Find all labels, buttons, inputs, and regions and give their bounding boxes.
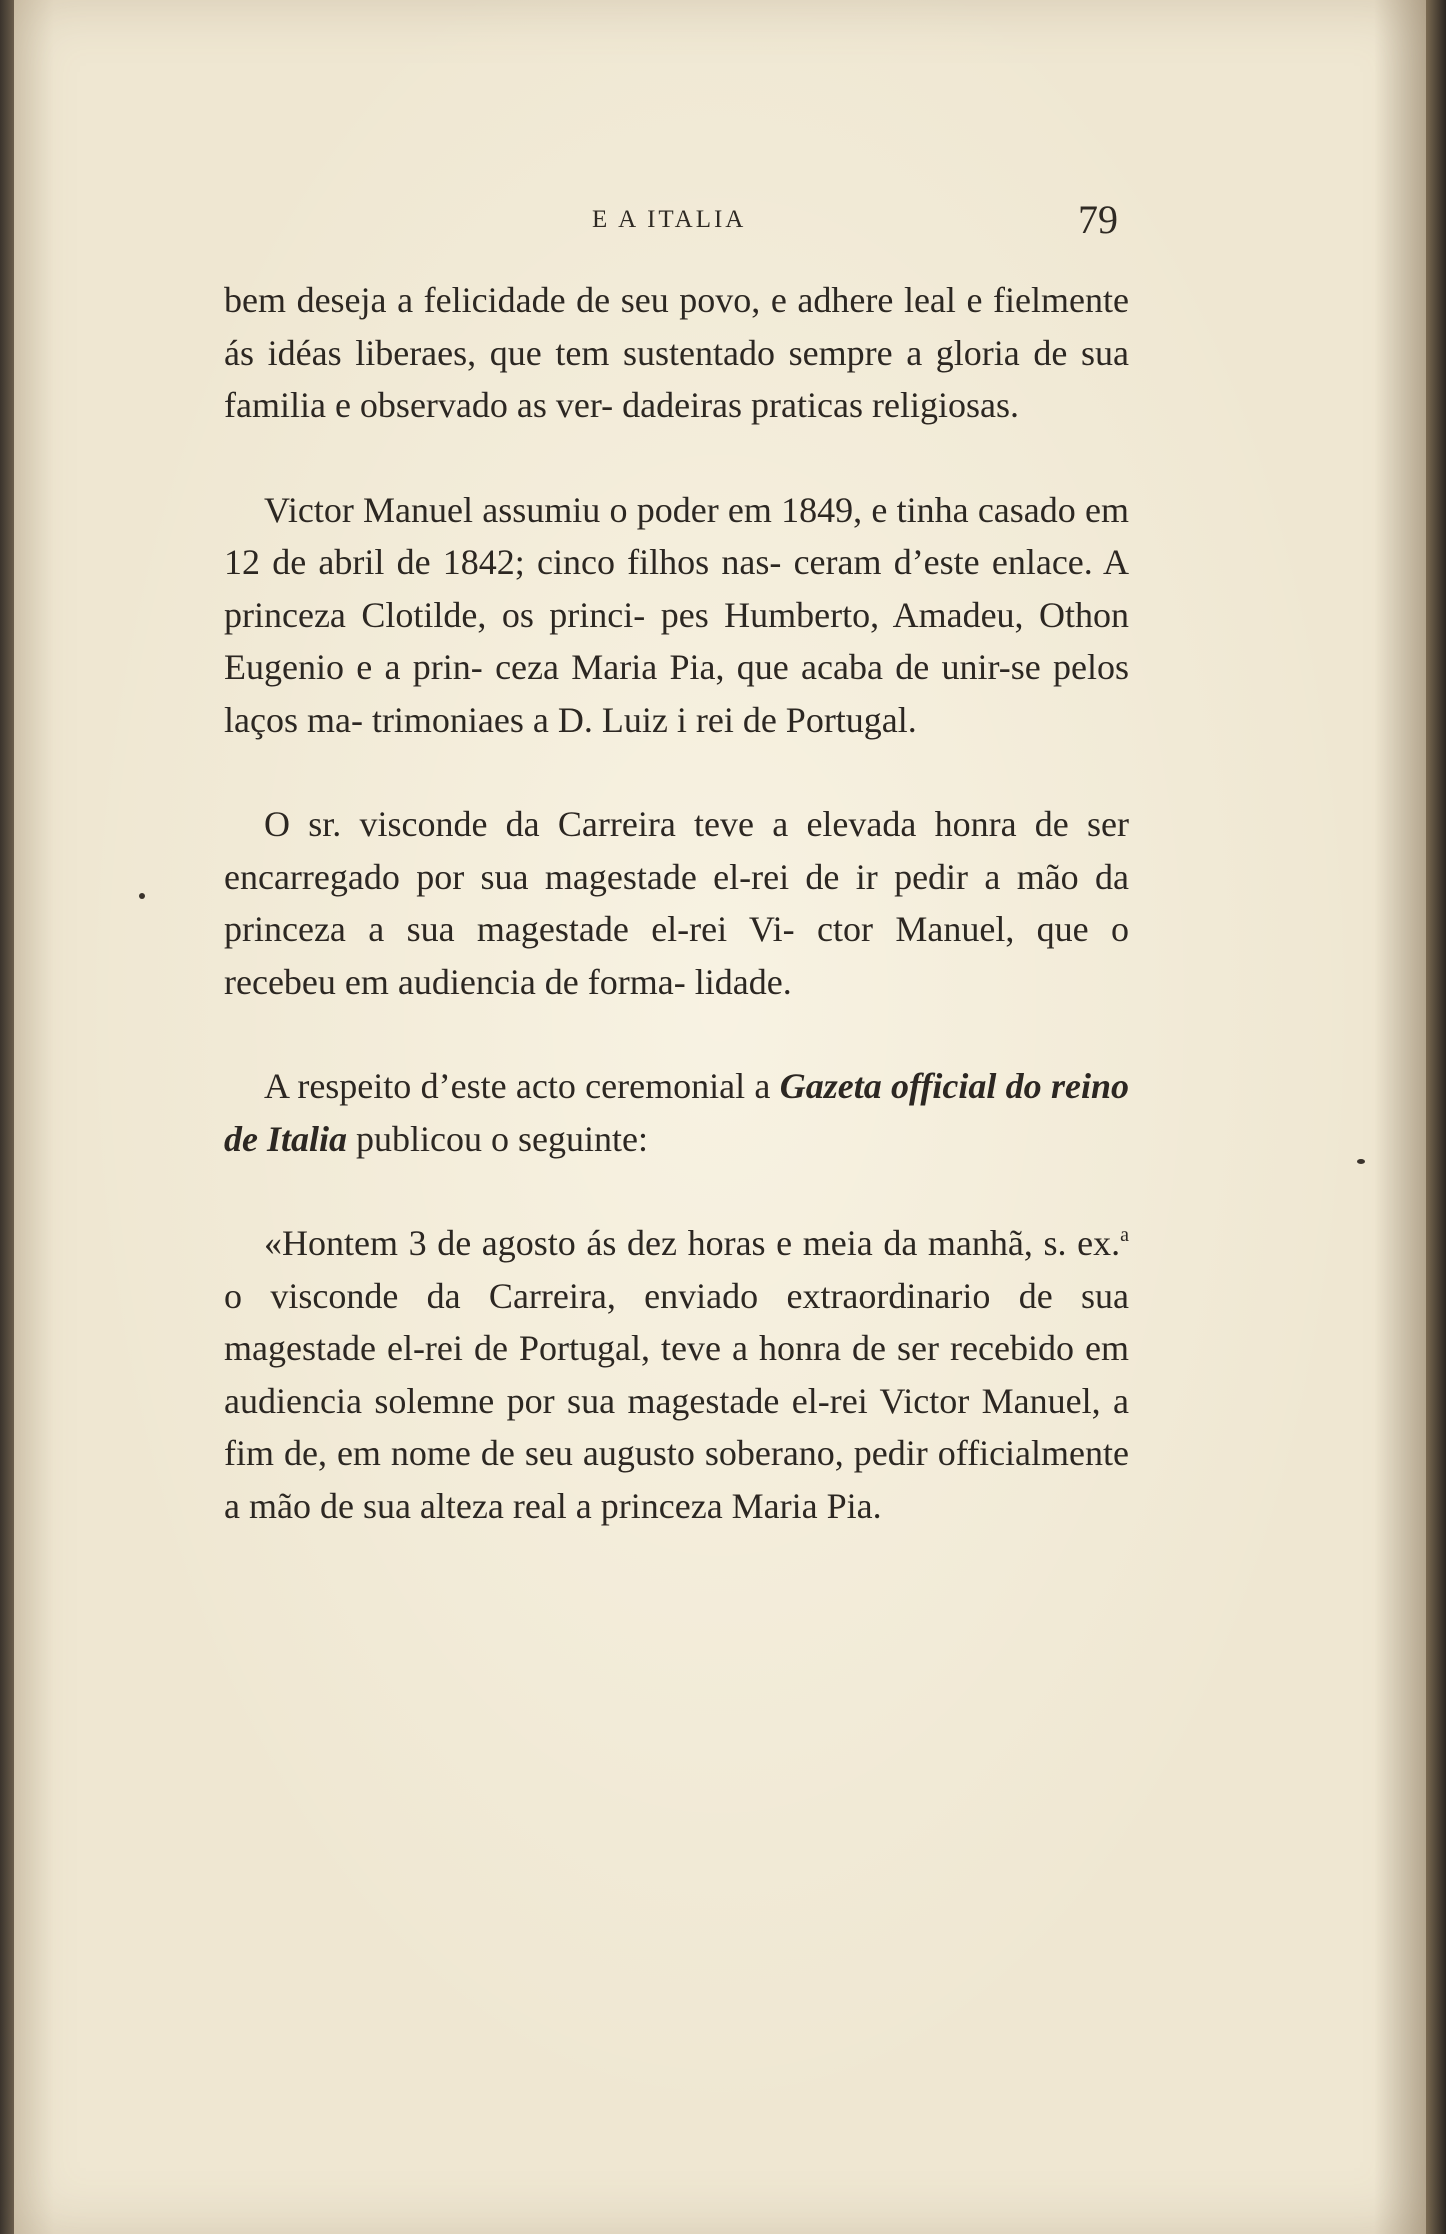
paragraph xyxy=(224,484,1129,747)
quotation-paragraph xyxy=(224,1217,1129,1532)
superscript: a xyxy=(1120,1224,1129,1246)
text-line: lidade. xyxy=(694,961,792,1002)
running-head-title: E A ITALIA xyxy=(592,206,747,233)
text-line: bem deseja a felicidade de seu povo, e adhere leal xyxy=(224,280,967,320)
text-run: o visconde da Carreira, enviado extraordinario de sua magestade el-rei de Portugal, teve a honra de ser recebido em audiencia solemne por sua magestade el-rei Victor Manuel, a fim de, em nome de seu augusto soberano, pedir officialmente a mão de sua alteza real a princeza Maria Pia. xyxy=(224,1275,1129,1526)
text-line: de ser encarregado por sua magestade el-rei de ir xyxy=(224,804,1129,897)
text-line: dadeiras praticas religiosas. xyxy=(622,385,1019,425)
page-edge-right xyxy=(1426,0,1446,2234)
body-text xyxy=(224,274,1129,1532)
text-line: pedir a mão da princeza a sua magestade el-rei Vi- xyxy=(224,856,1130,949)
running-head xyxy=(0,196,1446,246)
text-line: ctor Manuel, que o recebeu em audiencia de forma- xyxy=(224,909,1129,1002)
text-line: ceram d’este enlace. A princeza Clotilde, os princi- xyxy=(224,542,1130,635)
text-line: e fielmente ás idéas liberaes, que tem sustentado xyxy=(224,280,1129,373)
text-line: trimoniaes a D. Luiz i rei de Portugal. xyxy=(371,699,917,740)
text-line: Victor Manuel assumiu o poder em 1849, e tinha xyxy=(264,489,978,530)
text-run: «Hontem 3 de agosto ás dez horas e meia da manhã, s. ex. xyxy=(264,1223,1121,1263)
ink-speck xyxy=(139,893,145,899)
paragraph xyxy=(224,274,1129,432)
text-run: publicou o seguinte: xyxy=(347,1118,648,1159)
paragraph xyxy=(224,1060,1129,1165)
italic-title: Gazeta official do reino de Italia xyxy=(224,1066,1129,1159)
ink-speck xyxy=(1357,1159,1365,1164)
paragraph xyxy=(224,798,1129,1008)
page-number: 79 xyxy=(1078,197,1118,242)
text-line: ceza Maria Pia, que acaba de unir-se pelos laços ma- xyxy=(224,647,1130,740)
text-line: casado em 12 de abril de 1842; cinco filhos nas- xyxy=(224,489,1129,582)
text-line: O sr. visconde da Carreira teve a elevada honra xyxy=(264,804,1035,844)
page-edge-left xyxy=(0,0,14,2234)
text-line: pes Humberto, Amadeu, Othon Eugenio e a prin- xyxy=(224,594,1130,687)
text-run: A respeito d’este acto ceremonial a xyxy=(264,1066,780,1106)
text-line: sempre a gloria de sua familia e observado as ver- xyxy=(224,332,1129,425)
